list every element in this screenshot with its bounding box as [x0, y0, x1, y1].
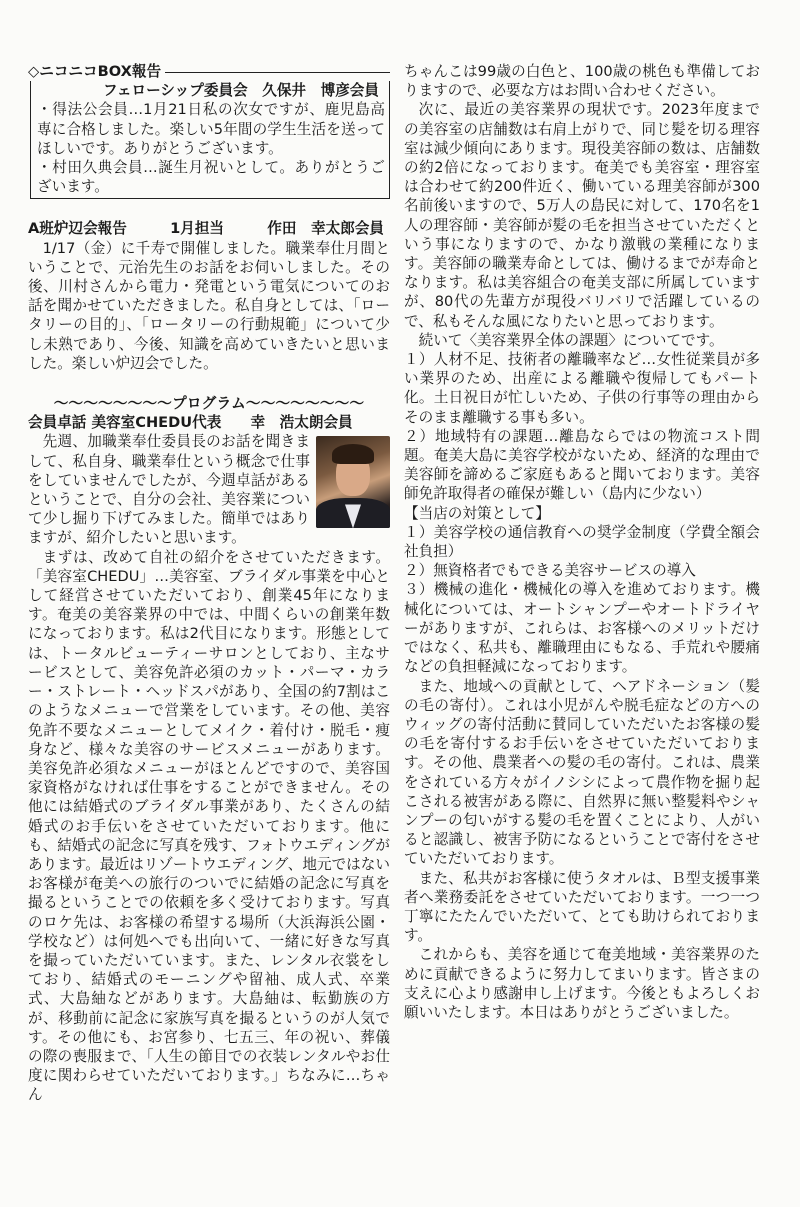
talk-paragraph-r12: これからも、美容を通じて奄美地域・美容業界のために貢献できるように努力してまいります。皆さまの支えに心より感謝申し上げます。今後ともよろしくお願いいたします。本日はありがとうございました。 — [404, 946, 760, 1021]
box-top-rule — [28, 62, 390, 81]
program-section — [28, 394, 390, 1105]
talk-paragraph-1: 先週、加職業奉仕委員長のお話を聞きまして、私自身、職業奉仕という概念で仕事をしていませんでしたが、今週卓話があるということで、自分の会社、美容業について少し掘り下げてみました。簡単ではありますが、紹介したいと思います。 — [28, 433, 310, 547]
box-line-1: ・得法公会員…1月21日私の次女ですが、鹿児島高専に合格しました。楽しい5年間の学生生活を送ってほしいです。ありがとうございます。 — [37, 101, 385, 157]
roundtable-title: A班炉辺会報告 — [28, 220, 127, 238]
talk-paragraph-r10: また、地域への貢献として、ヘアドネーション（髪の毛の寄付）。これは小児がんや脱毛症などの方へのウィッグの寄付活動に賛同していただいたお客様の髪の毛を寄付するお手伝いをさせていただいております。その他、農業者への髪の毛の寄付。これは、農業をされている方々がイノシシによって農作物を掘り起こされる被害がある際に、自然界に無い整髪料やシャンプーの匂いがする髪の毛を置くことにより、人がいると認識し、被害予防になるということで寄付をさせていただいております。 — [404, 677, 760, 868]
nikoniko-box-section — [28, 62, 390, 199]
talk-paragraph-r3: 続いて〈美容業界全体の課題〉についてです。 — [418, 331, 724, 349]
program-banner: 〜〜〜〜〜〜〜〜プログラム〜〜〜〜〜〜〜〜 — [53, 395, 365, 413]
left-column — [28, 62, 390, 1105]
issue-item-2: ２）地域特有の課題…離島ならではの物流コスト問題。奄美大島に美容学校がないため、経済的な理由で美容師を諦めるご家庭もあると聞いております。美容師免許取得者の確保が難しい（島内に少ない） — [404, 427, 760, 503]
roundtable-heading — [28, 219, 390, 238]
box-title: ◇ニコニコBOX報告 — [28, 63, 162, 80]
talk-paragraph-2: まずは、改めて自社の紹介をさせていただきます。「美容室CHEDU」…美容室、ブライダル事業を中心として経営させていただいており、創業45年になります。奄美の美容業界の中では、中間くらいの創業年数になっております。私は2代目になります。形態としては、トータルビューティーサロンとしており、主なサービスとして、美容免許必須のカット・パーマ・カラー・ストレート・ヘッドスパがあり、全国の約7割はこのようなメニューで営業をしています。その他、美容免許不要なメニューとしてメイク・着付け・脱毛・痩身など、様々な美容のサービスメニューがあります。美容免許必須なメニューがほとんどですので、美容国家資格がなければ仕事をすることができません。その他には結婚式のブライダル事業があり、たくさんの結婚式のお手伝いをさせていただいております。他にも、結婚式の記念に写真を残す、フォトウエディングがあります。最近はリゾートウエディング、地元ではないお客様が奄美への旅行のついでに結婚の記念に写真を撮るということでの依頼を多く受けております。写真のロケ先は、お客様の希望する場所（大浜海浜公園・学校など）は何処へでも出向いて、一緒に好きな写真を撮っていただいています。また、レンタル衣裳をしており、結婚式のモーニングや留袖、成人式、卒業式、大島紬などがあります。大島紬は、転勤族の方が、移動前に記念に家族写真を撮るというのが人気です。その他にも、お宮参り、七五三、年の祝い、葬儀の際の喪服まで、「人生の節目での衣装レンタルやお仕度に関わらせていただいております。」ちなみに…ちゃん — [28, 548, 390, 1104]
talk-heading: 会員卓話 美容室CHEDU代表 幸 浩太朗会員 — [28, 414, 353, 432]
roundtable-person: 作田 幸太郎会員 — [267, 220, 384, 238]
box-line-2: ・村田久典会員…誕生月祝いとして。ありがとうございます。 — [37, 159, 385, 196]
right-column — [404, 62, 760, 1022]
talk-paragraph-r2: 次に、最近の美容業界の現状です。2023年度までの美容室の店舗数は右肩上がりで、同じ髪を切る理容室は減少傾向にあります。現役美容師の数は、店舗数の約2倍になっております。奄美でも美容室・理容室は合わせて約200件近く、働いている理美容師が300名前後いますので、5万人の島民に対して、170名を1人の理容師・美容師が髪の毛を担当させていただくという事になりますので、かなり激戦の業種になります。美容師の職業寿命としては、働けるまでが寿命となります。私は美容組合の奄美支部に所属していますが、80代の先輩方が現役バリバリで活躍しているので、私もそんな風になりたいと思っております。 — [404, 101, 760, 330]
nikoniko-box — [30, 81, 390, 199]
talk-paragraph-r11: また、私共がお客様に使うタオルは、Ｂ型支援事業者へ業務委託をさせていただいております。一つ一つ丁寧にたたんでいただいて、とても助けられております。 — [404, 869, 760, 945]
speaker-photo — [316, 436, 390, 528]
diamond-icon: ◇ — [28, 63, 40, 80]
box-byline: フェローシップ委員会 久保井 博彦会員 — [103, 82, 379, 100]
measure-item-1: １）美容学校の通信教育への奨学金制度（学費全額会社負担） — [404, 523, 760, 561]
issue-item-1: １）人材不足、技術者の離職率など…女性従業員が多い業界のため、出産による離職や復帰してもパート化。土日祝日が忙しいため、子供の行事等の理由からそのまま離職する事も多い。 — [404, 351, 760, 426]
measure-item-3: ３）機械の進化・機械化の導入を進めております。機械化については、オートシャンプーやオートドライヤーがありますが、これらは、お客様へのメリットだけではなく、私共も、離職理由にもなる、手荒れや腰痛などの負担軽減になっております。 — [404, 581, 760, 676]
roundtable-section — [28, 219, 390, 373]
measures-heading: 【当店の対策として】 — [404, 504, 550, 522]
measure-item-2: ２）無資格者でもできる美容サービスの導入 — [404, 562, 696, 580]
roundtable-month: 1月担当 — [170, 220, 225, 238]
box-top-line — [165, 72, 390, 73]
roundtable-body: 1/17（金）に千寿で開催しました。職業奉仕月間ということで、元治先生のお話をお伺いしました。その後、川村さんから電力・発電という電気についてのお話を聞かせていただきました。私自身としては、「ロータリーの目的」、「ロータリーの行動規範」について少し未熟であり、今後、知識を高めていきたいと思いました。楽しい炉辺会でした。 — [28, 239, 390, 372]
talk-paragraph-r1: ちゃんこは99歳の白色と、100歳の桃色も準備しておりますので、必要な方はお問い合わせください。 — [404, 63, 760, 100]
